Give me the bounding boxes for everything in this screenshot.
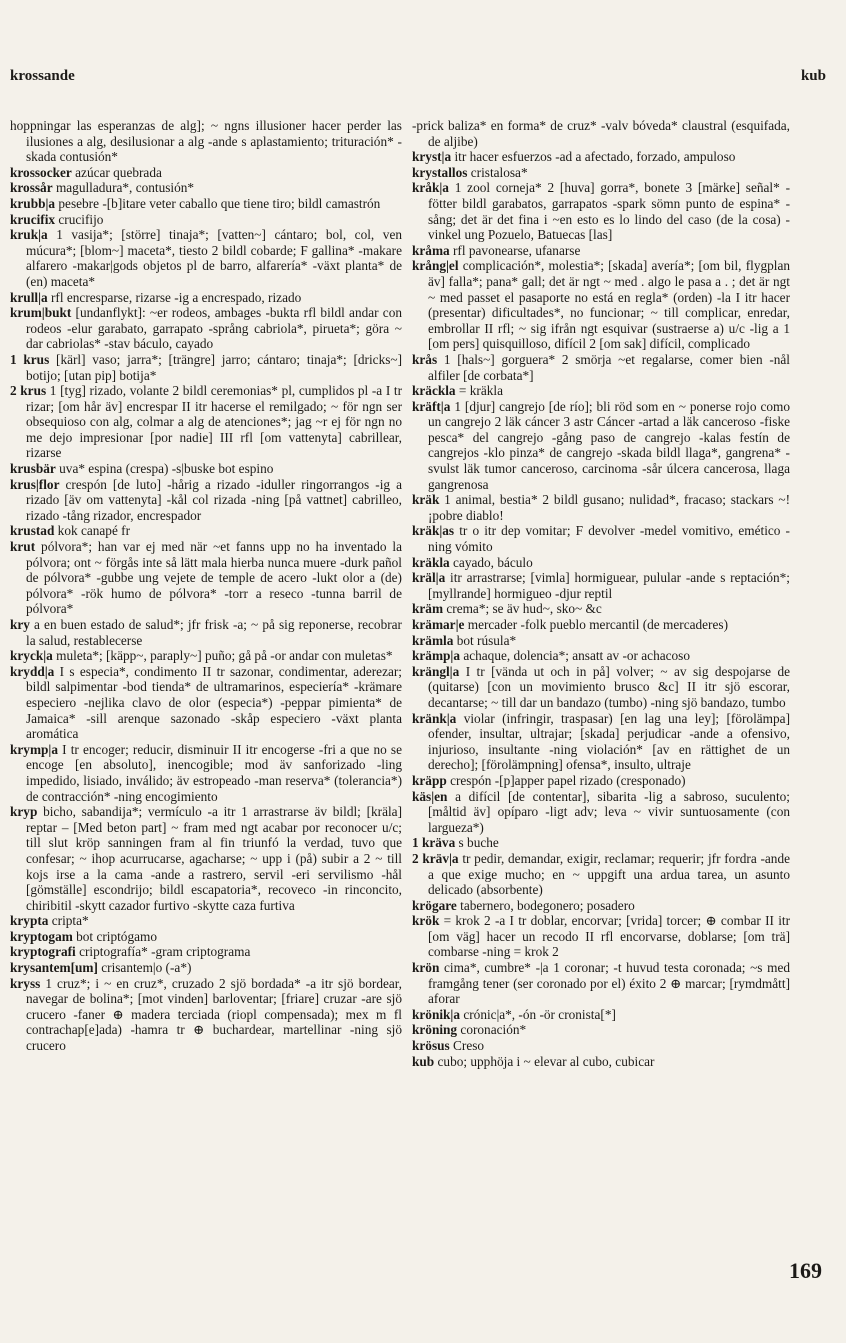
- headword: kryss: [10, 975, 41, 991]
- headword: krymp|a: [10, 741, 58, 757]
- headword: krängl|a: [412, 663, 460, 679]
- definition: 1 animal, bestia* 2 bildl gusano; nulidad*, fracaso; stackars ~! ¡pobre diablo!: [428, 492, 790, 523]
- definition: bot criptógamo: [76, 928, 157, 944]
- definition: = kräkla: [458, 383, 503, 399]
- dictionary-entry: [412, 492, 790, 523]
- definition: 1 [hals~] gorguera* 2 smörja ~et regalarse, comer bien -nål alfiler [de corbata*]: [428, 351, 790, 383]
- headword: krustad: [10, 523, 55, 539]
- definition: itr arrastrarse; [vimla] hormiguear, pulular -ande s reptación*; [myllrande] hormigueo -djur reptil: [428, 570, 790, 601]
- definition: crónic|a*, -ón -ör cronista[*]: [463, 1006, 616, 1022]
- definition: tr pedir, demandar, exigir, reclamar; requerir; jfr fordra -ande a que exige mucho; en ~ uppgift una ardua tarea, un asunto delicado (absorbente): [428, 850, 790, 898]
- definition: 1 [tyg] rizado, volante 2 bildl ceremonias* pl, cumplidos pl -a I tr rizar; [om hår äv] encrespar II itr hacerse el remilgado; ~ för ngn ser obsequioso con alg, colmar a alg de atenciones*; jag ~r ej för ngn no me dejo impresionar [por nadie] III rfl [om vattenyta] cabrillear, rizarse: [26, 383, 402, 461]
- headword: krön: [412, 960, 440, 976]
- dictionary-entry: [10, 944, 402, 960]
- headword: krösus: [412, 1038, 450, 1054]
- right-column: [412, 118, 790, 1248]
- headword: kub: [412, 1053, 435, 1069]
- running-head-left: krossande: [10, 68, 75, 84]
- dictionary-entry: [10, 196, 402, 212]
- definition: mercader -folk pueblo mercantil (de mercaderes): [467, 617, 728, 632]
- definition: a en buen estado de salud*; jfr frisk -a; ~ på sig reponerse, recobrar la salud, restablecerse: [26, 617, 402, 648]
- definition: Creso: [453, 1038, 485, 1054]
- headword: kräm: [412, 601, 444, 617]
- dictionary-entry: [10, 227, 402, 289]
- headword: krång|el: [412, 258, 459, 274]
- definition: crema*; se äv hud~, sko~ &c: [446, 601, 602, 617]
- definition: cima*, cumbre* -|a 1 coronar; -t huvud testa coronada; ~s med framgång tener (ser coronado por el) éxito 2 ⊕ marcar; [rymdmått] aforar: [428, 960, 790, 1007]
- headword: kryptogam: [10, 928, 73, 944]
- headword: kryptografi: [10, 944, 76, 960]
- headword: krum|bukt: [10, 305, 72, 321]
- dictionary-entry: [412, 243, 790, 259]
- headword: kryp: [10, 804, 38, 820]
- definition: a difícil [de contentar], sibarita -lig a sabroso, suculento; [måltid äv] opíparo -ligt adv; leva ~ vivir suntuosamente (con largueza*): [428, 788, 790, 835]
- definition: azúcar quebrada: [75, 164, 162, 180]
- dictionary-entry: [10, 212, 402, 228]
- page-number: 169: [789, 1258, 822, 1283]
- headword: krämar|e: [412, 617, 465, 632]
- dictionary-entry: [10, 461, 402, 477]
- dictionary-entry: [10, 742, 402, 804]
- headword: 1 kräva: [412, 835, 456, 851]
- dictionary-entry: [412, 149, 790, 165]
- headword: krysantem[um]: [10, 960, 98, 976]
- definition: uva* espina (crespa) -s|buske bot espino: [59, 461, 274, 477]
- definition: I s especia*, condimento II tr sazonar, condimentar, aderezar; bildl salpimentar -bod tienda* de ultramarinos, especiería* -krämare especiero -nejlika clavo de olor (especia*) -peppar pimienta* de Jamaica* -sill arenque sazonado -skåp especiero -växt planta aromática: [26, 663, 402, 742]
- dictionary-entry: [412, 165, 790, 181]
- definition: kok canapé fr: [57, 523, 131, 539]
- headword: kröning: [412, 1022, 458, 1038]
- headword: krås: [412, 351, 438, 367]
- definition: s buche: [458, 835, 499, 851]
- headword: kräft|a: [412, 398, 451, 414]
- definition: pólvora*; han var ej med när ~et fanns upp no ha inventado la pólvora; ont ~ förgås inte så lätt mala hierba nunca muere -durk pañol de pólvora* -gubbe ung vejete de temple de acero -lukt olor a (de) pólvora* -rök humo de pólvora* -torr a reseco -tunna barril de pólvora*: [26, 539, 402, 617]
- definition: cristalosa*: [470, 164, 528, 180]
- definition: 1 vasija*; [större] tinaja*; [vatten~] cántaro; bol, col, ven múcura*; [blom~] maceta*, tiesto 2 bildl cobarde; F gallina* -makare alfarero -makar|gods objetos pl de barro, alfarería* -växt planta* de (en) maceta*: [26, 227, 402, 289]
- headword: kråma: [412, 242, 450, 258]
- dictionary-entry: [412, 1022, 790, 1038]
- dictionary-entry: [412, 633, 790, 649]
- dictionary-entry: [10, 648, 402, 664]
- definition: magulladura*, contusión*: [55, 180, 195, 196]
- definition: rfl encresparse, rizarse -ig a encrespado, rizado: [51, 289, 302, 305]
- headword: kry: [10, 617, 30, 632]
- definition: coronación*: [460, 1022, 527, 1038]
- definition: 1 [djur] cangrejo [de río]; bli röd som en ~ ponerse rojo como un cangrejo 2 läk cáncer 3 astr Cáncer -artad a läk canceroso -fiske pesca* del cangrejo -gång paso de cangrejo -kalas festín de cangrejos -klo pinza* de cangrejo -skada bildl llaga*, gangrena* -svulst läk tumor canceroso, carcinoma -sår úlcera cancerosa, llaga gangrenosa: [428, 398, 790, 492]
- headword: krubb|a: [10, 195, 56, 211]
- definition: tr o itr dep vomitar; F devolver -medel vomitivo, emético -ning vómito: [428, 523, 790, 555]
- dictionary-entry: [10, 352, 402, 383]
- dictionary-entry: [10, 523, 402, 539]
- headword: krossocker: [10, 164, 72, 180]
- dictionary-entry: [412, 399, 790, 493]
- dictionary-entry: [412, 258, 790, 352]
- definition: muleta*; [käpp~, paraply~] puño; gå på -or andar con muletas*: [56, 648, 393, 664]
- dictionary-entry: [412, 1038, 790, 1054]
- dictionary-entry: [10, 913, 402, 929]
- definition: I tr [vända ut och in på] volver; ~ av sig despojarse de (quitarse) [con un movimiento brusco &c] II itr sjö escorar, decantarse; ~ till dar un bandazo (tumbo) -ning sjö bandazo, tumbo: [428, 663, 790, 710]
- definition: cayado, báculo: [453, 554, 533, 570]
- headword: kråk|a: [412, 180, 449, 196]
- definition: 1 zool corneja* 2 [huva] gorra*, bonete 3 [märke] señal* -fötter bildl garabatos, garrapatos -spark sömn punto de espina* -sång; det är det fina i ~en esto es lo lindo del caso (de la cosa) -vinkel ung Pozuelo, Batuecas [las]: [428, 180, 790, 243]
- definition: [undanflykt]: ~er rodeos, ambages -bukta rfl bildl andar con rodeos -elur garabato, garrapato -språng cabriola*, pirueta*; göra ~ dar cabriolas* -stav báculo, cayado: [26, 305, 402, 352]
- definition: crisantem|o (-a*): [101, 960, 192, 976]
- headword: krus|flor: [10, 476, 60, 492]
- headword: krut: [10, 539, 36, 555]
- definition: crespón [de luto] -hårig a rizado -iduller ringorrangos -ig a rizado [äv om vattenyta] -kål col rizada -ning [på vattnet] cabrilleo, rizado -tång rizador, encrespador: [26, 476, 402, 523]
- headword: 2 kräv|a: [412, 850, 459, 866]
- dictionary-entry: [412, 960, 790, 1007]
- headword: krämla: [412, 632, 454, 648]
- dictionary-entry: [412, 789, 790, 836]
- definition: cubo; upphöja i ~ elevar al cubo, cubicar: [437, 1053, 655, 1069]
- dictionary-entry: [10, 929, 402, 945]
- dictionary-entry: [10, 976, 402, 1054]
- definition: itr hacer esfuerzos -ad a afectado, forzado, ampuloso: [454, 149, 736, 165]
- headword: krusbär: [10, 461, 56, 477]
- definition: hoppningar las esperanzas de alg]; ~ ngns illusioner hacer perder las ilusiones a alg, desilusionar a alg -ande s aplastamiento; trituración* -skada contusión*: [10, 118, 402, 165]
- dictionary-entry: [412, 1054, 790, 1070]
- dictionary-entry: [412, 648, 790, 664]
- headword: krögare: [412, 897, 457, 913]
- definition: achaque, dolencia*; ansatt av -or achacoso: [463, 648, 691, 664]
- headword: kräl|a: [412, 570, 446, 586]
- dictionary-entry: [10, 539, 402, 617]
- dictionary-entry: [10, 477, 402, 524]
- dictionary-entry: [10, 305, 402, 352]
- definition: crucifijo: [58, 211, 104, 227]
- headword: krök: [412, 913, 440, 929]
- dictionary-entry: [10, 960, 402, 976]
- dictionary-entry: [10, 383, 402, 461]
- headword: krönik|a: [412, 1006, 461, 1022]
- headword: kryst|a: [412, 149, 452, 165]
- headword: kryck|a: [10, 648, 53, 664]
- dictionary-entry: [412, 773, 790, 789]
- definition: [kärl] vaso; jarra*; [trängre] jarro; cántaro; tinaja*; [dricks~] botijo; [utan pip] botija*: [26, 351, 402, 383]
- definition: I tr encoger; reducir, disminuir II itr encogerse -fri a que no se encoge [en absoluto], inencogible; mod äv sanforizado -ling impedido, lisiado, inválido; äv estropeado -man reserva* (tolerancia*) de contracción* -ning encogimiento: [26, 741, 402, 804]
- headword: kräckla: [412, 383, 456, 399]
- headword: kräk: [412, 492, 440, 508]
- definition: = krok 2 -a I tr doblar, encorvar; [vrida] torcer; ⊕ combar II itr [om väg] hacer un recodo II rfl encorvarse, doblarse; [om trä] combarse -ning = krok 2: [428, 913, 790, 960]
- dictionary-entry: [10, 118, 402, 165]
- dictionary-entry: [10, 180, 402, 196]
- dictionary-entry: [10, 290, 402, 306]
- headword: käs|en: [412, 788, 448, 804]
- dictionary-entry: [412, 118, 790, 149]
- dictionary-entry: [412, 664, 790, 711]
- dictionary-entry: [10, 165, 402, 181]
- headword: krystallos: [412, 164, 468, 180]
- definition: complicación*, molestia*; [skada] avería*; [om bil, flygplan äv] falla*; pana* gall; det är ngt ~ med . algo le pasa a . ; det är ngt ~ med passet el pasaporte no está en regla* (orden) -la I itr hacer (presentar) dificultades*, no funcionar; ~ till complicar, enredar, embrollar II rfl; ~ sig ifrån ngt esquivar (sustraerse a) u/c -lig a 1 [om pers] quisquilloso, difícil 2 [om sak] difícil, complicado: [428, 258, 790, 352]
- definition: criptografía* -gram criptograma: [79, 944, 251, 960]
- dictionary-entry: [412, 570, 790, 601]
- dictionary-entry: [412, 555, 790, 571]
- dictionary-entry: [412, 851, 790, 898]
- headword: 2 krus: [10, 383, 47, 399]
- dictionary-entry: [412, 180, 790, 242]
- definition: crespón -[p]apper papel rizado (cresponado): [450, 772, 686, 788]
- definition: bot rúsula*: [456, 632, 517, 648]
- headword: 1 krus: [10, 351, 50, 367]
- headword: krossår: [10, 180, 53, 196]
- dictionary-entry: [412, 601, 790, 617]
- definition: rfl pavonearse, ufanarse: [453, 242, 581, 258]
- definition: -prick baliza* en forma* de cruz* -valv bóveda* claustral (esquifada, de aljibe): [412, 118, 790, 149]
- dictionary-entry: [10, 664, 402, 742]
- dictionary-entry: [412, 835, 790, 851]
- dictionary-entry: [412, 913, 790, 960]
- headword: krucifix: [10, 211, 56, 227]
- dictionary-entry: [10, 804, 402, 913]
- dictionary-entry: [412, 617, 790, 633]
- dictionary-entry: [412, 523, 790, 554]
- headword: krull|a: [10, 289, 48, 305]
- dictionary-entry: [10, 617, 402, 648]
- headword: krämp|a: [412, 648, 460, 664]
- headword: kräkla: [412, 554, 450, 570]
- dictionary-entry: [412, 898, 790, 914]
- definition: bicho, sabandija*; vermículo -a itr 1 arrastrarse äv bildl; [kräla] reptar – [Med beton part] ~ fram med ngt acabar por reconocer u/c; till slut kröp sanningen fram al fin triunfó la verdad, tuvo que confesar; ~ ihop acurrucarse, agacharse; ~ upp i (på) subir a 2 ~ till kojs irse a la cama -ande a rastrero, servil -eri servilismo -hål [gömställe] escondrijo; bildl escapatoria*, recoveco -in rinconcito, chiribitil -skytt cazador furtivo -skytte caza furtiva: [26, 804, 402, 913]
- definition: tabernero, bodegonero; posadero: [460, 897, 635, 913]
- headword: krydd|a: [10, 663, 55, 679]
- headword: kränk|a: [412, 710, 457, 726]
- dictionary-entry: [412, 711, 790, 773]
- definition: 1 cruz*; i ~ en cruz*, cruzado 2 sjö bordada* -a itr sjö bordear, navegar de bolina*; [mot vinden] barloventar; [friare] cruzar -are sjö crucero -faner ⊕ madera terciada (riopl compensada); mex m fl contrachap[e]ada) -hamra tr ⊕ buchardear, martellinar -ning sjö crucero: [26, 975, 402, 1054]
- dictionary-entry: [412, 1007, 790, 1023]
- definition: cripta*: [51, 913, 89, 929]
- headword: kräk|as: [412, 523, 455, 539]
- left-column: [10, 118, 402, 1248]
- dictionary-entry: [412, 352, 790, 383]
- definition: pesebre -[b]itare veter caballo que tiene tiro; bildl camastrón: [58, 195, 381, 211]
- running-head-right: kub: [800, 68, 826, 84]
- headword: kräpp: [412, 772, 447, 788]
- headword: kruk|a: [10, 227, 48, 243]
- definition: violar (infringir, traspasar) [en lag una ley]; [förolämpa] ofender, insultar, ultrajar; [skada] perjudicar -ande a ofensivo, injurioso, insultante -ning violación* [av en rättighet de un derecho]; [förolämpning] ofensa*, insulto, ultraje: [428, 710, 790, 773]
- headword: krypta: [10, 913, 49, 929]
- dictionary-entry: [412, 383, 790, 399]
